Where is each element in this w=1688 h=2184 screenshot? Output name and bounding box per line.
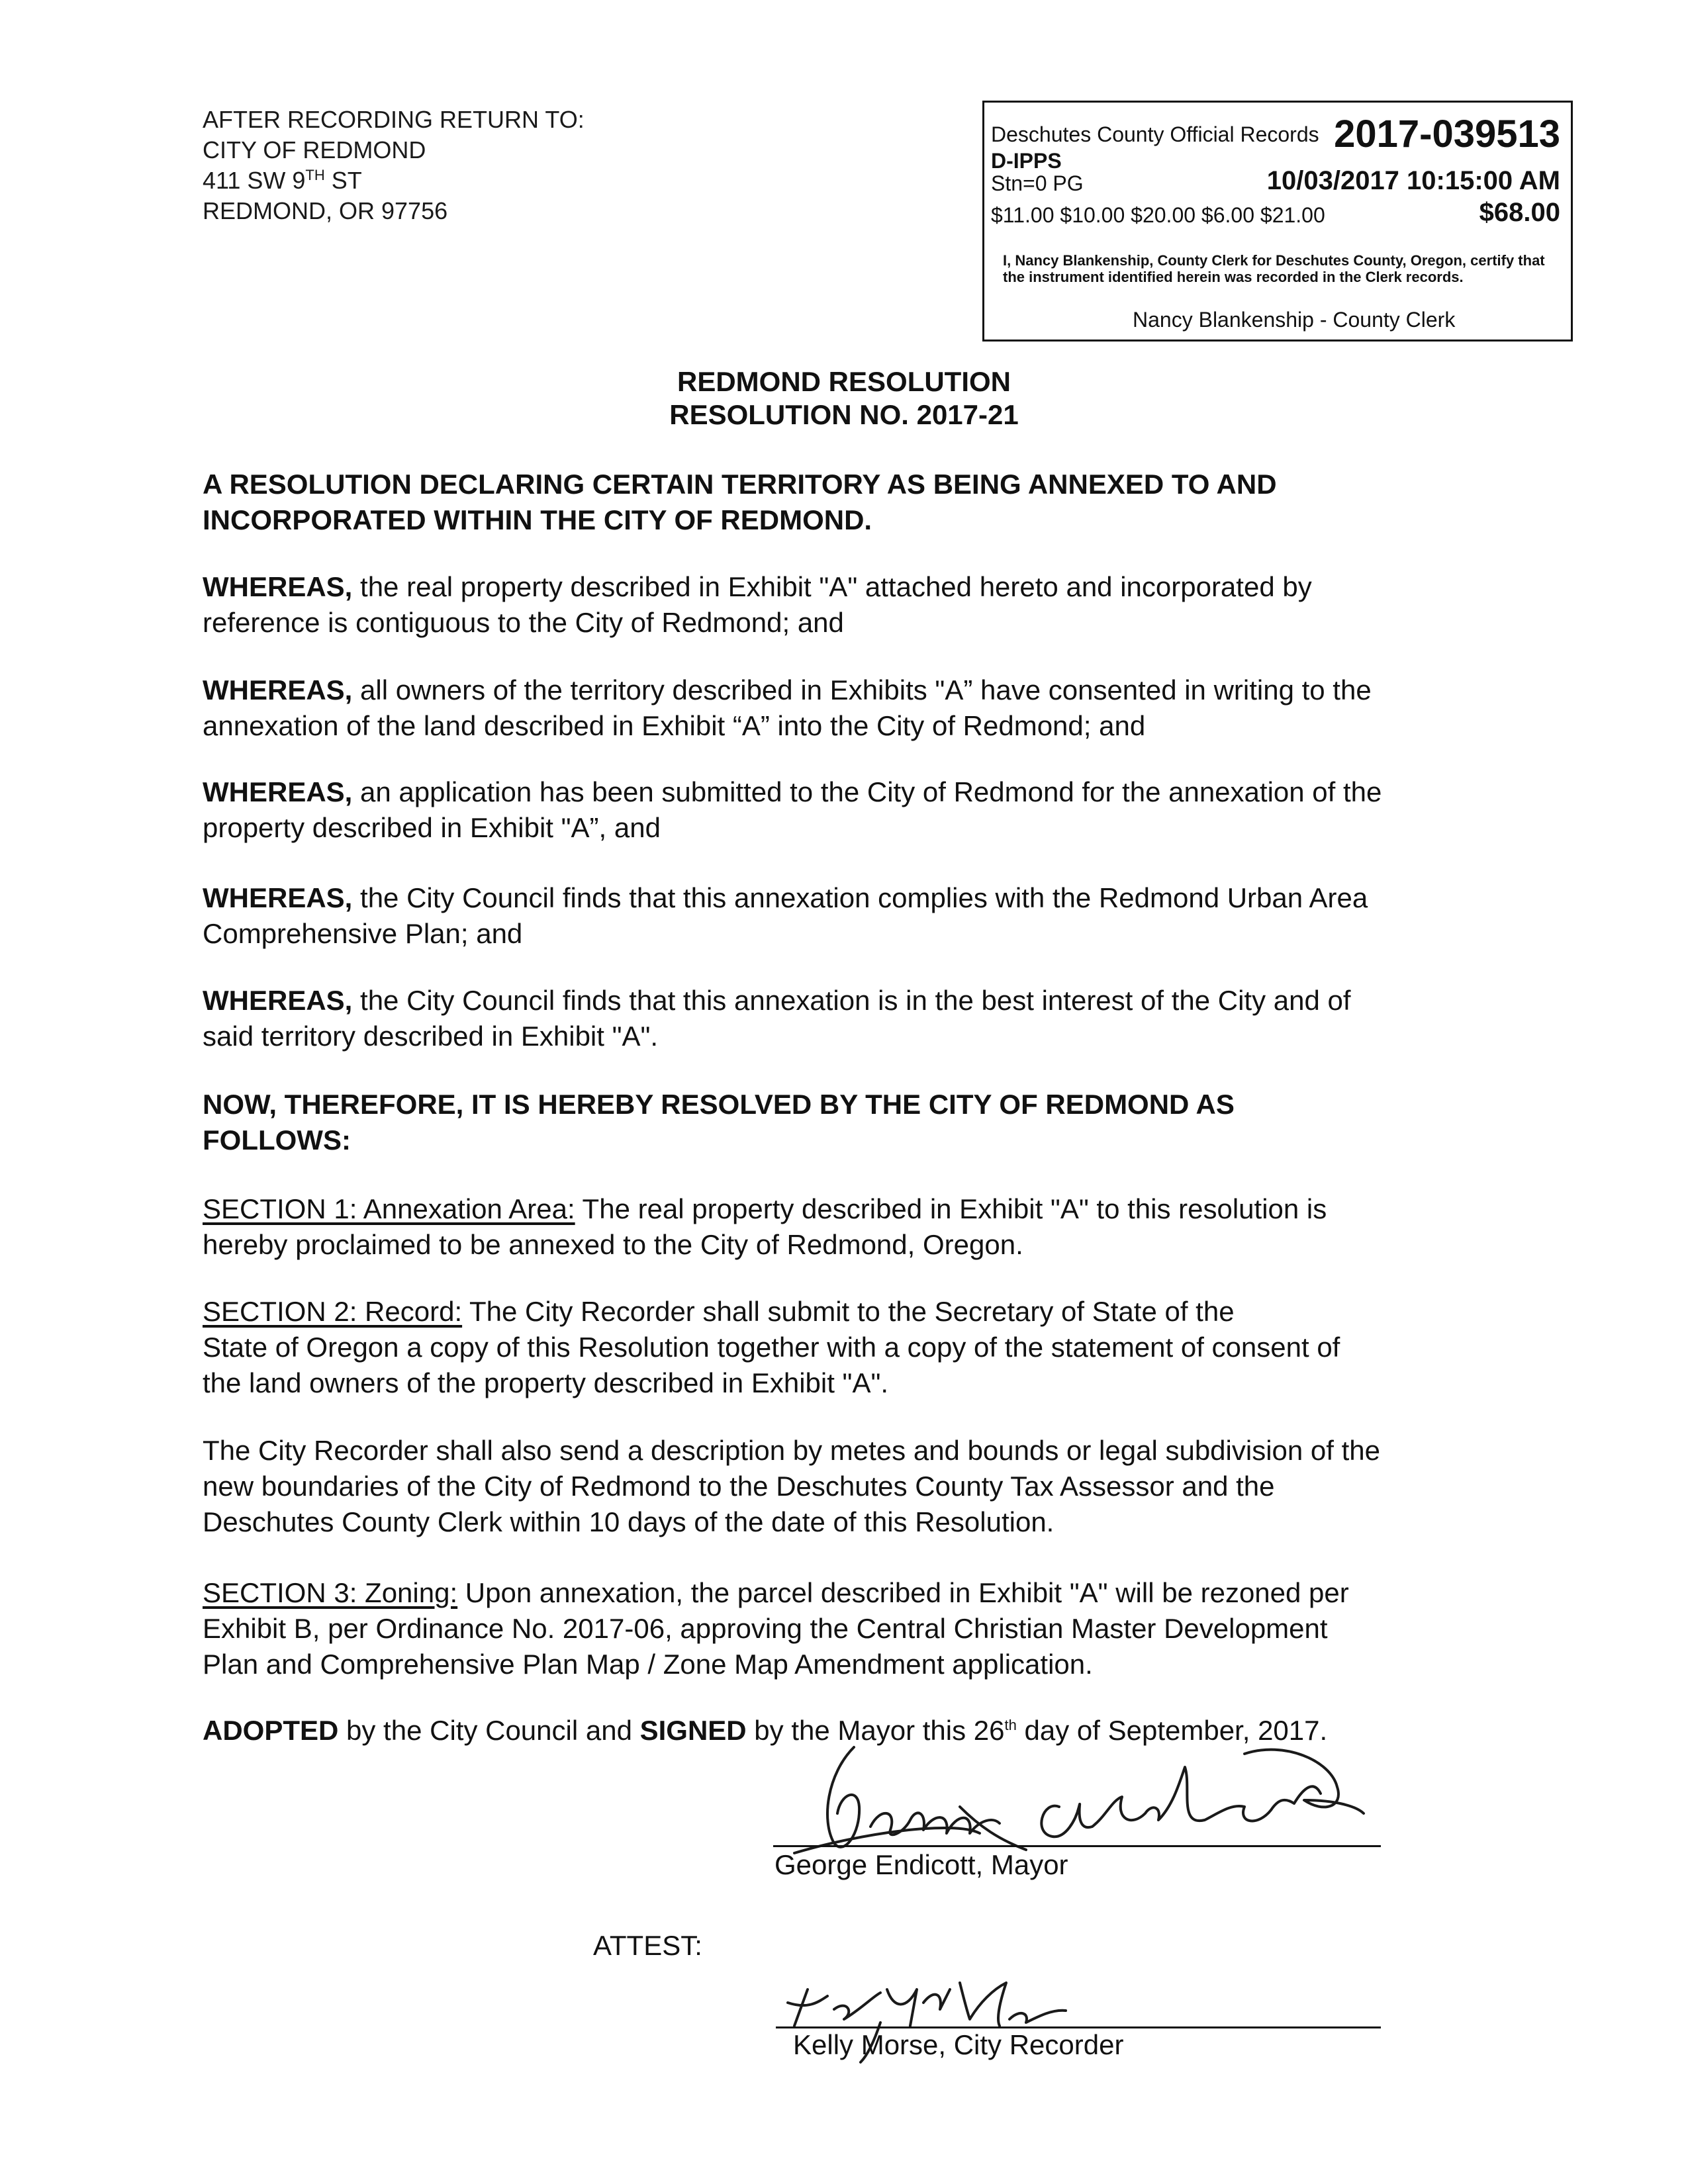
ordinal-suffix: th [1004,1717,1017,1733]
adopted-text: by the City Council and [338,1715,640,1746]
return-address [203,105,585,226]
section-text: The real property described in Exhibit "A" to this resolution is [575,1193,1327,1224]
stamp-total: $68.00 [1479,198,1560,227]
signed-word: SIGNED [639,1715,747,1746]
paragraph-line: The City Recorder shall also send a description by metes and bounds or legal subdivision of the [203,1435,1380,1466]
street-suffix: TH [305,167,325,183]
section-3 [203,1575,1500,1682]
section-heading: SECTION 2: Record: [203,1296,463,1327]
resolution-number: RESOLUTION NO. 2017-21 [669,399,1019,430]
whereas-clause [203,774,1500,846]
resolved-clause [203,1087,1500,1158]
stamp-agency: Deschutes County Official Records [991,122,1319,146]
stamp-datetime: 10/03/2017 10:15:00 AM [1266,166,1560,195]
recorder-signature-line [776,2026,1381,2028]
resolution-title [203,467,1500,538]
stamp-doc-code: D-IPPS [991,149,1062,173]
section-text: hereby proclaimed to be annexed to the City of Redmond, Oregon. [203,1229,1023,1260]
whereas-clause [203,880,1500,952]
street-type: ST [324,167,362,194]
section-2 [203,1294,1500,1401]
attest-label: ATTEST: [593,1930,702,1961]
clause-text: the real property described in Exhibit "A" attached hereto and incorporated by [352,571,1312,602]
clause-text: Comprehensive Plan; and [203,918,523,949]
section-1 [203,1191,1500,1263]
whereas-label: WHEREAS, [203,985,353,1016]
whereas-clause [203,672,1500,744]
clause-text: an application has been submitted to the City of Redmond for the annexation of the [352,776,1382,807]
section-text: the land owners of the property described in Exhibit "A". [203,1367,889,1398]
title-line: A RESOLUTION DECLARING CERTAIN TERRITORY AS BEING ANNEXED TO AND [203,469,1277,500]
paragraph-line: Deschutes County Clerk within 10 days of the date of this Resolution. [203,1506,1055,1537]
whereas-label: WHEREAS, [203,776,353,807]
clause-text: all owners of the territory described in Exhibits "A” have consented in writing to the [352,674,1372,705]
stamp-clerk: Nancy Blankenship - County Clerk [1133,308,1456,332]
document-heading: REDMOND RESOLUTION [677,366,1011,397]
return-address-line: CITY OF REDMOND [203,136,426,163]
resolved-line: NOW, THEREFORE, IT IS HEREBY RESOLVED BY THE CITY OF REDMOND AS [203,1089,1235,1120]
adopted-word: ADOPTED [203,1715,339,1746]
whereas-label: WHEREAS, [203,571,353,602]
title-line: INCORPORATED WITHIN THE CITY OF REDMOND. [203,504,872,535]
return-address-line: REDMOND, OR 97756 [203,197,448,224]
clause-text: said territory described in Exhibit "A". [203,1021,659,1052]
recording-stamp [982,101,1573,341]
section-heading: SECTION 3: Zoning: [203,1577,458,1608]
section-text: State of Oregon a copy of this Resolution together with a copy of the statement of consent of [203,1332,1340,1363]
clause-text: property described in Exhibit "A”, and [203,812,661,843]
mayor-signature-line [773,1845,1381,1847]
clause-text: the City Council finds that this annexation is in the best interest of the City and of [352,985,1351,1016]
street-number: 411 SW 9 [203,167,306,194]
stamp-record-number: 2017-039513 [1334,113,1560,156]
section-text: Exhibit B, per Ordinance No. 2017-06, approving the Central Christian Master Development [203,1613,1328,1644]
adopted-text: day of September, 2017. [1016,1715,1328,1746]
return-address-line [203,165,585,196]
return-address-line: AFTER RECORDING RETURN TO: [203,106,585,133]
section-text: Plan and Comprehensive Plan Map / Zone Map Amendment application. [203,1649,1093,1680]
mayor-name: George Endicott, Mayor [774,1849,1068,1880]
resolved-line: FOLLOWS: [203,1124,351,1156]
section-text: The City Recorder shall submit to the Secretary of State of the [462,1296,1235,1327]
whereas-label: WHEREAS, [203,674,353,705]
section-text: Upon annexation, the parcel described in Exhibit "A" will be rezoned per [457,1577,1349,1608]
clause-text: the City Council finds that this annexation complies with the Redmond Urban Area [352,882,1368,913]
whereas-label: WHEREAS, [203,882,353,913]
whereas-clause [203,983,1500,1054]
adopted-text: by the Mayor this 26 [746,1715,1005,1746]
paragraph-line: new boundaries of the City of Redmond to the Deschutes County Tax Assessor and the [203,1471,1275,1502]
section-heading: SECTION 1: Annexation Area: [203,1193,575,1224]
stamp-station: Stn=0 PG [991,171,1084,195]
clause-text: reference is contiguous to the City of Redmond; and [203,607,844,638]
whereas-clause [203,569,1500,641]
recorder-paragraph [203,1433,1500,1540]
clause-text: annexation of the land described in Exhibit “A” into the City of Redmond; and [203,710,1146,741]
stamp-certification: I, Nancy Blankenship, County Clerk for Deschutes County, Oregon, certify that the instrument identified herein was recorded in the Clerk records. [1003,252,1545,285]
stamp-fees: $11.00 $10.00 $20.00 $6.00 $21.00 [991,203,1325,227]
recorder-name: Kelly Morse, City Recorder [793,2029,1124,2060]
